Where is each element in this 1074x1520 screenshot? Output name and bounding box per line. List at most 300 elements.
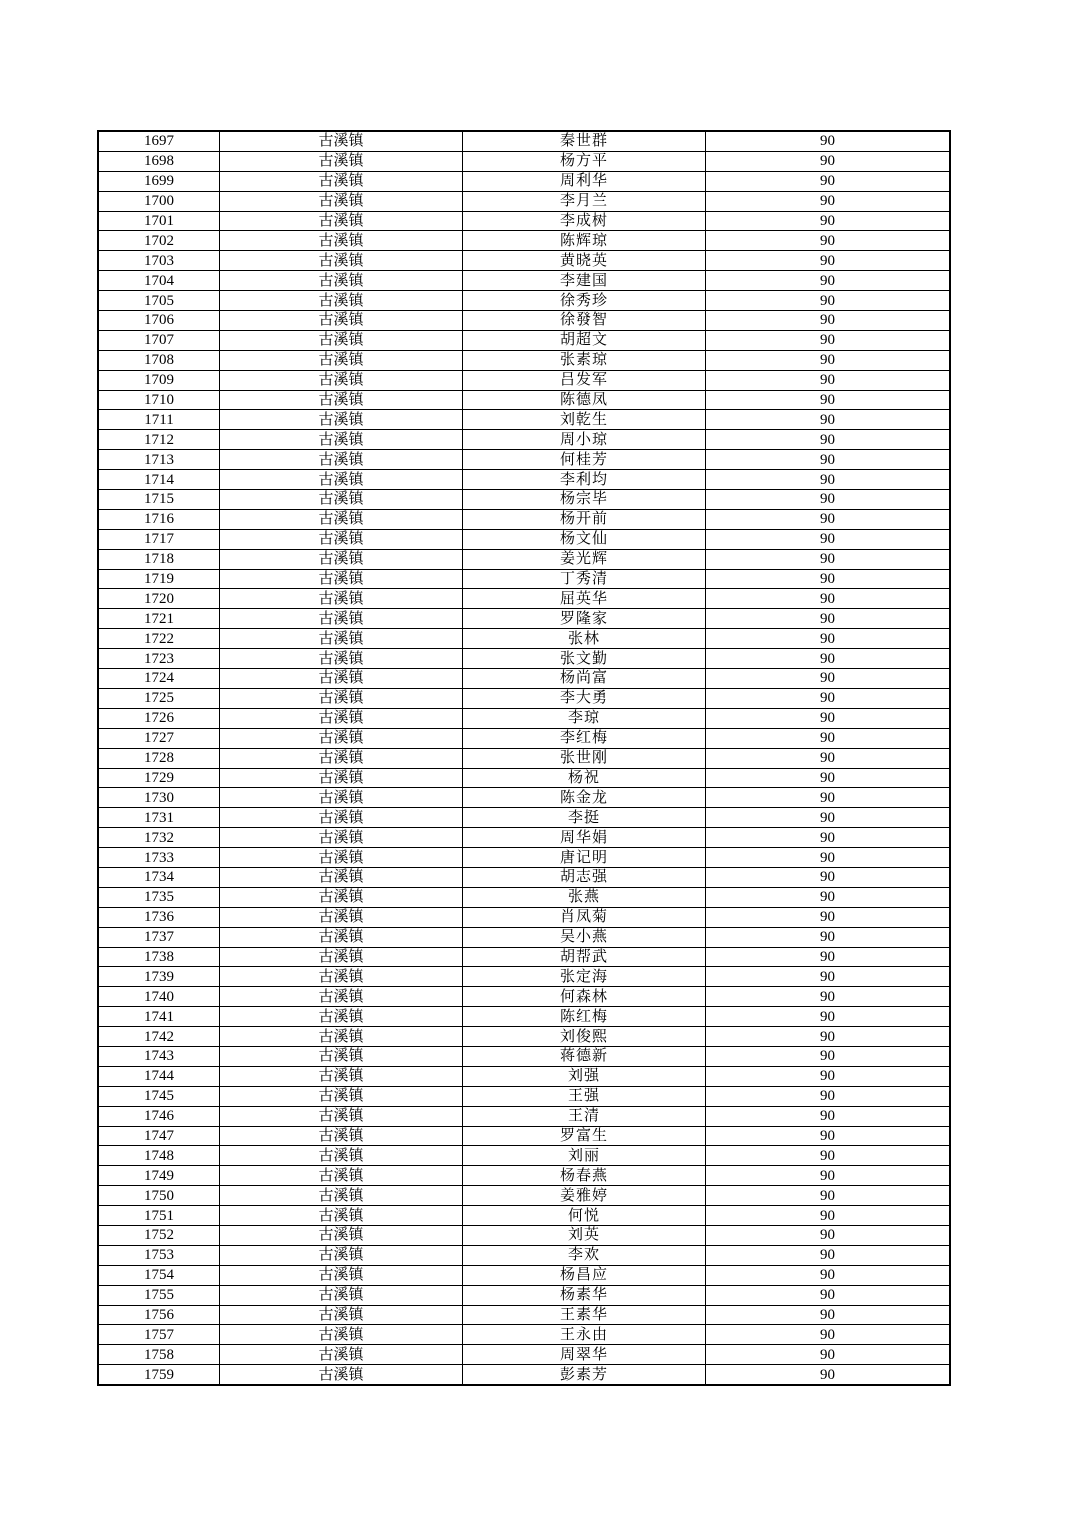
serial-number-cell: 1731	[98, 808, 220, 828]
amount-cell: 90	[706, 987, 951, 1007]
serial-number-cell: 1712	[98, 430, 220, 450]
table-row	[98, 1345, 950, 1365]
serial-number-cell: 1702	[98, 231, 220, 251]
table-row	[98, 1166, 950, 1186]
serial-number-cell: 1709	[98, 370, 220, 390]
town-cell: 古溪镇	[220, 1345, 463, 1365]
table-row	[98, 191, 950, 211]
amount-cell: 90	[706, 589, 951, 609]
name-cell: 何悦	[463, 1206, 706, 1226]
town-cell: 古溪镇	[220, 410, 463, 430]
name-cell: 何桂芳	[463, 450, 706, 470]
amount-cell: 90	[706, 1166, 951, 1186]
town-cell: 古溪镇	[220, 1206, 463, 1226]
amount-cell: 90	[706, 1086, 951, 1106]
table-row	[98, 549, 950, 569]
town-cell: 古溪镇	[220, 430, 463, 450]
name-cell: 陈辉琼	[463, 231, 706, 251]
serial-number-cell: 1706	[98, 311, 220, 331]
town-cell: 古溪镇	[220, 291, 463, 311]
town-cell: 古溪镇	[220, 808, 463, 828]
town-cell: 古溪镇	[220, 1265, 463, 1285]
town-cell: 古溪镇	[220, 1007, 463, 1027]
amount-cell: 90	[706, 450, 951, 470]
table-row	[98, 330, 950, 350]
name-cell: 黄晓英	[463, 251, 706, 271]
table-row	[98, 1027, 950, 1047]
table-row	[98, 291, 950, 311]
table-row	[98, 211, 950, 231]
amount-cell: 90	[706, 390, 951, 410]
table-row	[98, 788, 950, 808]
serial-number-cell: 1714	[98, 470, 220, 490]
name-cell: 李挺	[463, 808, 706, 828]
serial-number-cell: 1744	[98, 1066, 220, 1086]
serial-number-cell: 1751	[98, 1206, 220, 1226]
serial-number-cell: 1719	[98, 569, 220, 589]
town-cell: 古溪镇	[220, 1305, 463, 1325]
town-cell: 古溪镇	[220, 330, 463, 350]
serial-number-cell: 1699	[98, 171, 220, 191]
name-cell: 姜光辉	[463, 549, 706, 569]
name-cell: 杨方平	[463, 151, 706, 171]
table-row	[98, 947, 950, 967]
serial-number-cell: 1753	[98, 1245, 220, 1265]
town-cell: 古溪镇	[220, 251, 463, 271]
table-body	[98, 131, 950, 1385]
serial-number-cell: 1713	[98, 450, 220, 470]
table-row	[98, 828, 950, 848]
town-cell: 古溪镇	[220, 1027, 463, 1047]
amount-cell: 90	[706, 788, 951, 808]
amount-cell: 90	[706, 1265, 951, 1285]
town-cell: 古溪镇	[220, 828, 463, 848]
amount-cell: 90	[706, 1206, 951, 1226]
town-cell: 古溪镇	[220, 509, 463, 529]
name-cell: 陈德凤	[463, 390, 706, 410]
name-cell: 刘强	[463, 1066, 706, 1086]
amount-cell: 90	[706, 907, 951, 927]
town-cell: 古溪镇	[220, 470, 463, 490]
table-row	[98, 131, 950, 151]
amount-cell: 90	[706, 370, 951, 390]
table-row	[98, 609, 950, 629]
serial-number-cell: 1725	[98, 688, 220, 708]
amount-cell: 90	[706, 231, 951, 251]
name-cell: 张燕	[463, 887, 706, 907]
table-row	[98, 350, 950, 370]
table-row	[98, 887, 950, 907]
table-row	[98, 171, 950, 191]
name-cell: 何森林	[463, 987, 706, 1007]
name-cell: 丁秀清	[463, 569, 706, 589]
name-cell: 胡超文	[463, 330, 706, 350]
serial-number-cell: 1708	[98, 350, 220, 370]
table-row	[98, 708, 950, 728]
town-cell: 古溪镇	[220, 211, 463, 231]
amount-cell: 90	[706, 768, 951, 788]
town-cell: 古溪镇	[220, 569, 463, 589]
name-cell: 杨尚富	[463, 669, 706, 689]
town-cell: 古溪镇	[220, 947, 463, 967]
name-cell: 王素华	[463, 1305, 706, 1325]
serial-number-cell: 1739	[98, 967, 220, 987]
serial-number-cell: 1750	[98, 1186, 220, 1206]
name-cell: 唐记明	[463, 848, 706, 868]
town-cell: 古溪镇	[220, 728, 463, 748]
town-cell: 古溪镇	[220, 967, 463, 987]
town-cell: 古溪镇	[220, 1166, 463, 1186]
amount-cell: 90	[706, 947, 951, 967]
town-cell: 古溪镇	[220, 1046, 463, 1066]
table-row	[98, 927, 950, 947]
serial-number-cell: 1749	[98, 1166, 220, 1186]
town-cell: 古溪镇	[220, 151, 463, 171]
table-row	[98, 470, 950, 490]
serial-number-cell: 1726	[98, 708, 220, 728]
serial-number-cell: 1716	[98, 509, 220, 529]
table-row	[98, 748, 950, 768]
amount-cell: 90	[706, 549, 951, 569]
town-cell: 古溪镇	[220, 649, 463, 669]
name-cell: 杨开前	[463, 509, 706, 529]
amount-cell: 90	[706, 867, 951, 887]
serial-number-cell: 1730	[98, 788, 220, 808]
name-cell: 李成树	[463, 211, 706, 231]
amount-cell: 90	[706, 251, 951, 271]
serial-number-cell: 1700	[98, 191, 220, 211]
town-cell: 古溪镇	[220, 311, 463, 331]
table-row	[98, 1305, 950, 1325]
serial-number-cell: 1723	[98, 649, 220, 669]
name-cell: 彭素芳	[463, 1365, 706, 1385]
amount-cell: 90	[706, 151, 951, 171]
town-cell: 古溪镇	[220, 1066, 463, 1086]
table-row	[98, 589, 950, 609]
table-row	[98, 1126, 950, 1146]
table-row	[98, 1365, 950, 1385]
town-cell: 古溪镇	[220, 171, 463, 191]
town-cell: 古溪镇	[220, 907, 463, 927]
amount-cell: 90	[706, 848, 951, 868]
name-cell: 胡帮武	[463, 947, 706, 967]
amount-cell: 90	[706, 1285, 951, 1305]
town-cell: 古溪镇	[220, 450, 463, 470]
table-row	[98, 390, 950, 410]
town-cell: 古溪镇	[220, 927, 463, 947]
town-cell: 古溪镇	[220, 589, 463, 609]
amount-cell: 90	[706, 609, 951, 629]
town-cell: 古溪镇	[220, 788, 463, 808]
amount-cell: 90	[706, 569, 951, 589]
name-cell: 罗隆家	[463, 609, 706, 629]
serial-number-cell: 1707	[98, 330, 220, 350]
table-row	[98, 907, 950, 927]
serial-number-cell: 1698	[98, 151, 220, 171]
serial-number-cell: 1720	[98, 589, 220, 609]
name-cell: 陈金龙	[463, 788, 706, 808]
name-cell: 张世刚	[463, 748, 706, 768]
amount-cell: 90	[706, 131, 951, 151]
name-cell: 杨素华	[463, 1285, 706, 1305]
serial-number-cell: 1743	[98, 1046, 220, 1066]
serial-number-cell: 1754	[98, 1265, 220, 1285]
table-row	[98, 1146, 950, 1166]
town-cell: 古溪镇	[220, 1106, 463, 1126]
serial-number-cell: 1705	[98, 291, 220, 311]
name-cell: 周利华	[463, 171, 706, 191]
name-cell: 杨昌应	[463, 1265, 706, 1285]
table-row	[98, 410, 950, 430]
town-cell: 古溪镇	[220, 231, 463, 251]
name-cell: 李欢	[463, 1245, 706, 1265]
amount-cell: 90	[706, 967, 951, 987]
name-cell: 吴小燕	[463, 927, 706, 947]
serial-number-cell: 1697	[98, 131, 220, 151]
amount-cell: 90	[706, 1046, 951, 1066]
table-row	[98, 231, 950, 251]
name-cell: 陈红梅	[463, 1007, 706, 1027]
amount-cell: 90	[706, 1365, 951, 1385]
name-cell: 周翠华	[463, 1345, 706, 1365]
amount-cell: 90	[706, 1225, 951, 1245]
name-cell: 王永由	[463, 1325, 706, 1345]
amount-cell: 90	[706, 828, 951, 848]
name-cell: 李琼	[463, 708, 706, 728]
table-row	[98, 490, 950, 510]
amount-cell: 90	[706, 669, 951, 689]
serial-number-cell: 1738	[98, 947, 220, 967]
serial-number-cell: 1701	[98, 211, 220, 231]
town-cell: 古溪镇	[220, 629, 463, 649]
amount-cell: 90	[706, 1007, 951, 1027]
serial-number-cell: 1755	[98, 1285, 220, 1305]
serial-number-cell: 1722	[98, 629, 220, 649]
town-cell: 古溪镇	[220, 1245, 463, 1265]
name-cell: 徐秀珍	[463, 291, 706, 311]
town-cell: 古溪镇	[220, 708, 463, 728]
town-cell: 古溪镇	[220, 748, 463, 768]
amount-cell: 90	[706, 1305, 951, 1325]
amount-cell: 90	[706, 1146, 951, 1166]
serial-number-cell: 1718	[98, 549, 220, 569]
amount-cell: 90	[706, 649, 951, 669]
amount-cell: 90	[706, 887, 951, 907]
name-cell: 肖凤菊	[463, 907, 706, 927]
name-cell: 周小琼	[463, 430, 706, 450]
town-cell: 古溪镇	[220, 1325, 463, 1345]
town-cell: 古溪镇	[220, 1186, 463, 1206]
town-cell: 古溪镇	[220, 271, 463, 291]
table-row	[98, 271, 950, 291]
serial-number-cell: 1737	[98, 927, 220, 947]
serial-number-cell: 1752	[98, 1225, 220, 1245]
table-row	[98, 1206, 950, 1226]
table-row	[98, 529, 950, 549]
town-cell: 古溪镇	[220, 490, 463, 510]
table-row	[98, 1245, 950, 1265]
town-cell: 古溪镇	[220, 768, 463, 788]
serial-number-cell: 1727	[98, 728, 220, 748]
table-row	[98, 1046, 950, 1066]
table-row	[98, 569, 950, 589]
amount-cell: 90	[706, 529, 951, 549]
town-cell: 古溪镇	[220, 1146, 463, 1166]
table-row	[98, 768, 950, 788]
name-cell: 杨宗毕	[463, 490, 706, 510]
amount-cell: 90	[706, 728, 951, 748]
table-row	[98, 649, 950, 669]
town-cell: 古溪镇	[220, 1126, 463, 1146]
serial-number-cell: 1748	[98, 1146, 220, 1166]
serial-number-cell: 1735	[98, 887, 220, 907]
amount-cell: 90	[706, 271, 951, 291]
serial-number-cell: 1742	[98, 1027, 220, 1047]
table-row	[98, 629, 950, 649]
amount-cell: 90	[706, 330, 951, 350]
name-cell: 杨文仙	[463, 529, 706, 549]
town-cell: 古溪镇	[220, 848, 463, 868]
name-cell: 张定海	[463, 967, 706, 987]
table-row	[98, 509, 950, 529]
name-cell: 王清	[463, 1106, 706, 1126]
name-cell: 王强	[463, 1086, 706, 1106]
name-cell: 罗富生	[463, 1126, 706, 1146]
serial-number-cell: 1732	[98, 828, 220, 848]
amount-cell: 90	[706, 291, 951, 311]
town-cell: 古溪镇	[220, 549, 463, 569]
town-cell: 古溪镇	[220, 370, 463, 390]
name-cell: 刘丽	[463, 1146, 706, 1166]
table-row	[98, 151, 950, 171]
serial-number-cell: 1741	[98, 1007, 220, 1027]
table-row	[98, 848, 950, 868]
amount-cell: 90	[706, 808, 951, 828]
serial-number-cell: 1728	[98, 748, 220, 768]
serial-number-cell: 1759	[98, 1365, 220, 1385]
table-row	[98, 251, 950, 271]
amount-cell: 90	[706, 509, 951, 529]
name-cell: 李大勇	[463, 688, 706, 708]
town-cell: 古溪镇	[220, 987, 463, 1007]
table-row	[98, 1325, 950, 1345]
amount-cell: 90	[706, 927, 951, 947]
amount-cell: 90	[706, 311, 951, 331]
amount-cell: 90	[706, 211, 951, 231]
amount-cell: 90	[706, 1245, 951, 1265]
serial-number-cell: 1746	[98, 1106, 220, 1126]
town-cell: 古溪镇	[220, 669, 463, 689]
amount-cell: 90	[706, 748, 951, 768]
serial-number-cell: 1724	[98, 669, 220, 689]
amount-cell: 90	[706, 350, 951, 370]
serial-number-cell: 1715	[98, 490, 220, 510]
name-cell: 屈英华	[463, 589, 706, 609]
name-cell: 李利均	[463, 470, 706, 490]
serial-number-cell: 1736	[98, 907, 220, 927]
name-cell: 周华娟	[463, 828, 706, 848]
serial-number-cell: 1711	[98, 410, 220, 430]
amount-cell: 90	[706, 490, 951, 510]
town-cell: 古溪镇	[220, 887, 463, 907]
town-cell: 古溪镇	[220, 1365, 463, 1385]
serial-number-cell: 1758	[98, 1345, 220, 1365]
serial-number-cell: 1710	[98, 390, 220, 410]
amount-cell: 90	[706, 430, 951, 450]
table-row	[98, 450, 950, 470]
amount-cell: 90	[706, 171, 951, 191]
serial-number-cell: 1729	[98, 768, 220, 788]
name-cell: 杨春燕	[463, 1166, 706, 1186]
table-row	[98, 1186, 950, 1206]
amount-cell: 90	[706, 410, 951, 430]
amount-cell: 90	[706, 1345, 951, 1365]
table-row	[98, 967, 950, 987]
serial-number-cell: 1756	[98, 1305, 220, 1325]
serial-number-cell: 1747	[98, 1126, 220, 1146]
name-cell: 李建国	[463, 271, 706, 291]
name-cell: 刘英	[463, 1225, 706, 1245]
table-row	[98, 430, 950, 450]
name-cell: 李红梅	[463, 728, 706, 748]
amount-cell: 90	[706, 688, 951, 708]
amount-cell: 90	[706, 1186, 951, 1206]
town-cell: 古溪镇	[220, 1225, 463, 1245]
name-cell: 秦世群	[463, 131, 706, 151]
serial-number-cell: 1717	[98, 529, 220, 549]
town-cell: 古溪镇	[220, 529, 463, 549]
amount-cell: 90	[706, 1126, 951, 1146]
town-cell: 古溪镇	[220, 867, 463, 887]
table-row	[98, 1225, 950, 1245]
table-row	[98, 311, 950, 331]
amount-cell: 90	[706, 1066, 951, 1086]
name-cell: 张林	[463, 629, 706, 649]
table-row	[98, 1265, 950, 1285]
amount-cell: 90	[706, 1106, 951, 1126]
serial-number-cell: 1733	[98, 848, 220, 868]
name-cell: 姜雅婷	[463, 1186, 706, 1206]
serial-number-cell: 1704	[98, 271, 220, 291]
table-row	[98, 1106, 950, 1126]
town-cell: 古溪镇	[220, 609, 463, 629]
table-row	[98, 1066, 950, 1086]
table-row	[98, 987, 950, 1007]
table-row	[98, 688, 950, 708]
serial-number-cell: 1745	[98, 1086, 220, 1106]
table-row	[98, 808, 950, 828]
town-cell: 古溪镇	[220, 390, 463, 410]
serial-number-cell: 1734	[98, 867, 220, 887]
town-cell: 古溪镇	[220, 1086, 463, 1106]
data-table	[97, 130, 951, 1386]
town-cell: 古溪镇	[220, 191, 463, 211]
serial-number-cell: 1721	[98, 609, 220, 629]
name-cell: 蒋德新	[463, 1046, 706, 1066]
name-cell: 徐發智	[463, 311, 706, 331]
table-row	[98, 1086, 950, 1106]
table-row	[98, 1007, 950, 1027]
name-cell: 杨祝	[463, 768, 706, 788]
name-cell: 刘俊熙	[463, 1027, 706, 1047]
name-cell: 李月兰	[463, 191, 706, 211]
serial-number-cell: 1703	[98, 251, 220, 271]
amount-cell: 90	[706, 1027, 951, 1047]
amount-cell: 90	[706, 470, 951, 490]
town-cell: 古溪镇	[220, 688, 463, 708]
table-row	[98, 370, 950, 390]
town-cell: 古溪镇	[220, 350, 463, 370]
